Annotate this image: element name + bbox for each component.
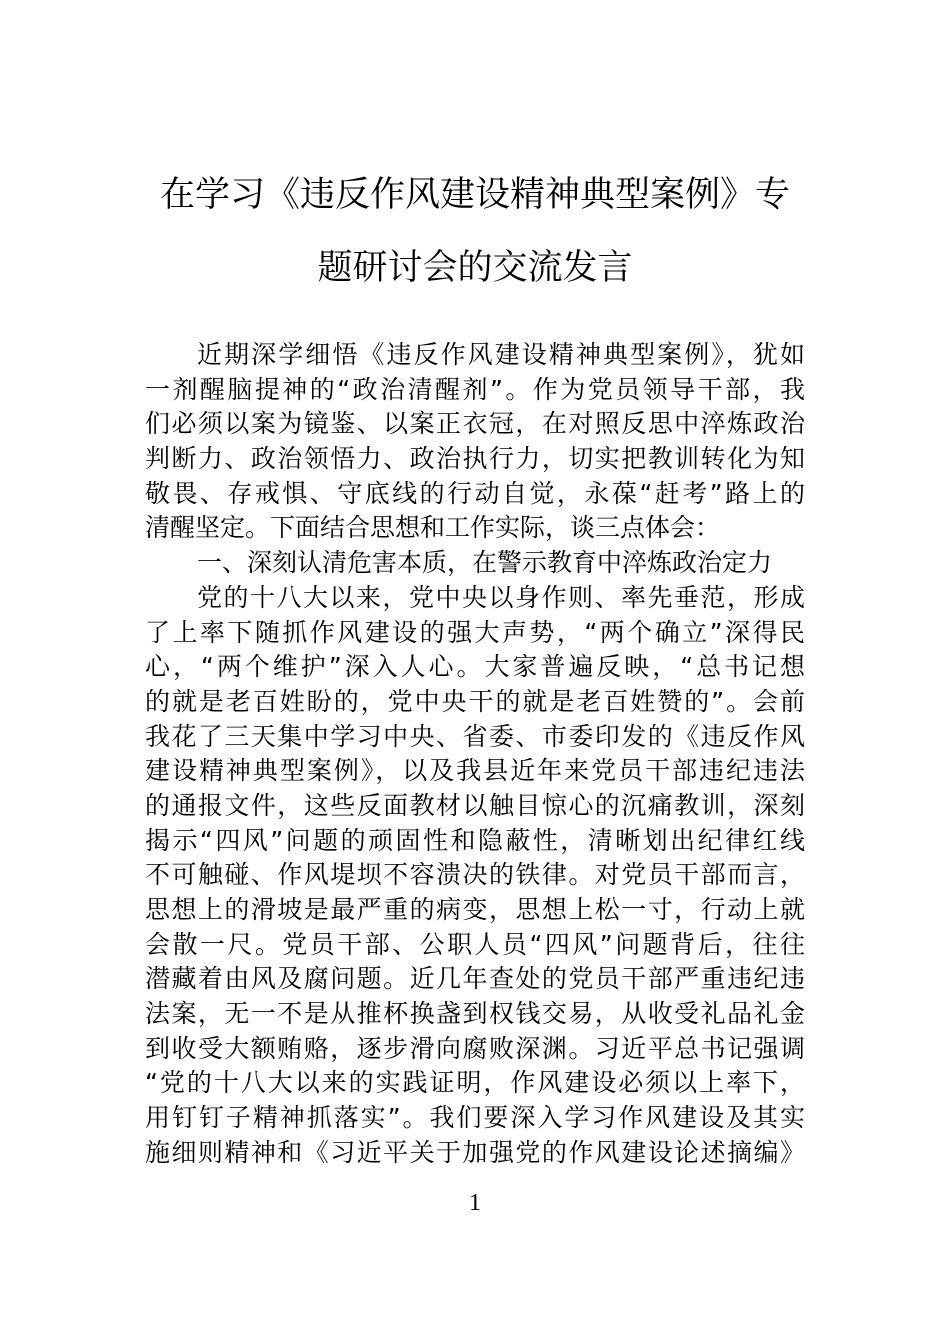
body-line: 潜藏着由风及腐问题。近几年查处的党员干部严重违纪违 — [145, 964, 805, 994]
body-line: 心，“两个维护”深入人心。大家普遍反映，“总书记想 — [145, 652, 805, 682]
body-line: 用钉钉子精神抓落实”。我们要深入学习作风建设及其实 — [145, 1103, 805, 1133]
body-line: 的通报文件，这些反面教材以触目惊心的沉痛教训，深刻 — [145, 790, 805, 820]
section-heading: 一、深刻认清危害本质，在警示教育中淬炼政治定力 — [197, 548, 773, 578]
body-line: 的就是老百姓盼的，党中央干的就是老百姓赞的”。会前 — [145, 686, 805, 716]
document-title-line-2: 题研讨会的交流发言 — [317, 248, 633, 288]
body-line: 清醒坚定。下面结合思想和工作实际，谈三点体会： — [145, 513, 721, 543]
document-body — [145, 338, 805, 1171]
page-number: 1 — [469, 1190, 481, 1216]
body-line: 揭示“四风”问题的顽固性和隐蔽性，清晰划出纪律红线 — [145, 825, 805, 855]
body-line: 党的十八大以来，党中央以身作则、率先垂范，形成 — [197, 582, 805, 612]
body-line: 不可触碰、作风堤坝不容溃决的铁律。对党员干部而言， — [145, 860, 805, 890]
body-line: 判断力、政治领悟力、政治执行力，切实把教训转化为知 — [145, 444, 805, 474]
body-line: 法案，无一不是从推杯换盏到权钱交易，从收受礼品礼金 — [145, 999, 805, 1029]
document-title-line-1: 在学习《违反作风建设精神典型案例》专 — [160, 175, 791, 215]
body-line: “党的十八大以来的实践证明，作风建设必须以上率下， — [145, 1068, 805, 1098]
body-line: 近期深学细悟《违反作风建设精神典型案例》，犹如 — [197, 340, 805, 369]
body-line: 思想上的滑坡是最严重的病变，思想上松一寸，行动上就 — [145, 895, 805, 924]
body-line: 我花了三天集中学习中央、省委、市委印发的《违反作风 — [145, 721, 805, 751]
body-line: 施细则精神和《习近平关于加强党的作风建设论述摘编》 — [145, 1137, 805, 1167]
body-line: 建设精神典型案例》，以及我县近年来党员干部违纪违法 — [145, 756, 805, 786]
body-line: 了上率下随抓作风建设的强大声势，“两个确立”深得民 — [145, 617, 805, 647]
body-line: 一剂醒脑提神的“政治清醒剂”。作为党员领导干部，我 — [145, 374, 805, 404]
body-line: 到收受大额贿赂，逐步滑向腐败深渊。习近平总书记强调 — [145, 1033, 805, 1063]
body-line: 敬畏、存戒惧、守底线的行动自觉，永葆“赶考”路上的 — [145, 478, 805, 508]
body-line: 们必须以案为镜鉴、以案正衣冠，在对照反思中淬炼政治 — [145, 409, 805, 439]
body-line: 会散一尺。党员干部、公职人员“四风”问题背后，往往 — [145, 929, 805, 959]
